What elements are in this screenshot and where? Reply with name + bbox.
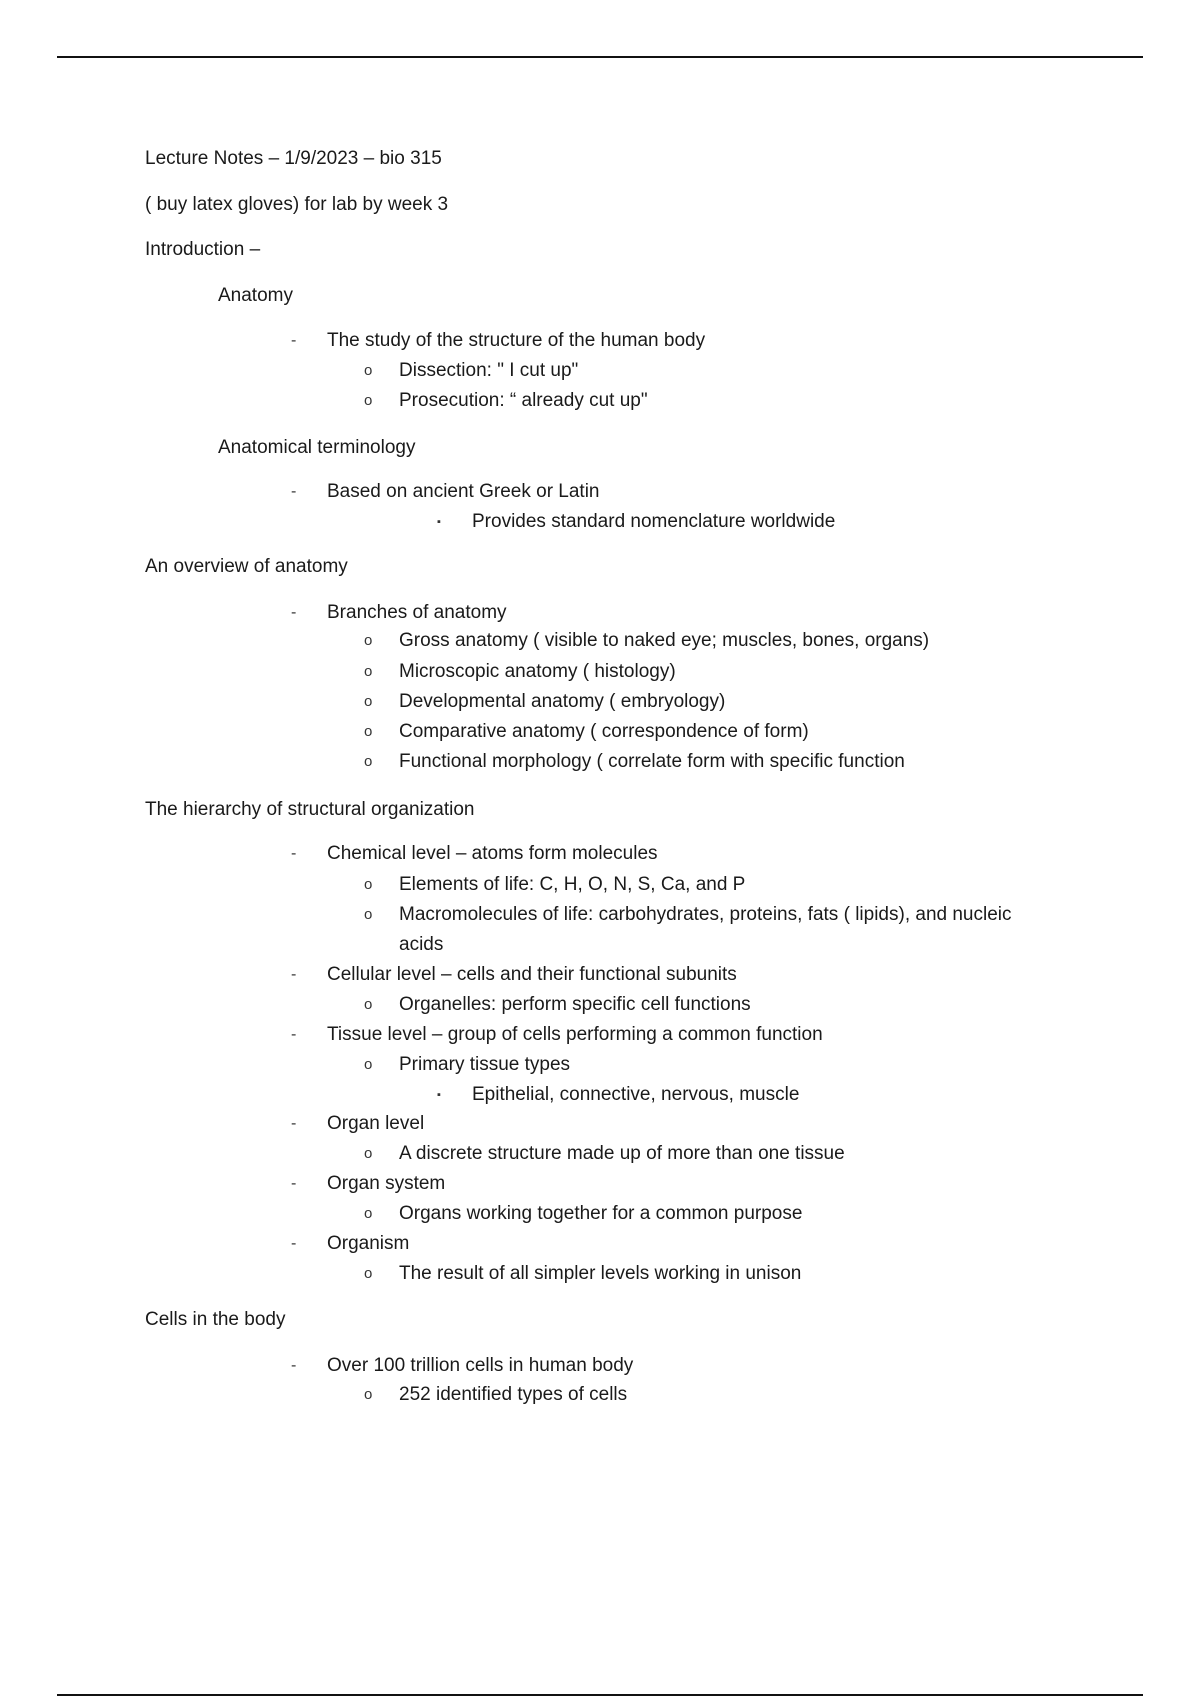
tissue-types-list: Epithelial, connective, nervous, muscle [472, 1084, 800, 1105]
circle-bullet: o [364, 1145, 373, 1162]
terminology-subheading: Anatomical terminology [218, 437, 416, 458]
prosecution-item: Prosecution: “ already cut up" [399, 390, 648, 411]
square-bullet: ▪ [437, 516, 441, 528]
dash-bullet: - [291, 966, 297, 983]
lecture-title-line: Lecture Notes – 1/9/2023 – bio 315 [145, 148, 442, 169]
dash-bullet: - [291, 483, 297, 500]
circle-bullet: o [364, 693, 373, 710]
circle-bullet: o [364, 906, 373, 923]
circle-bullet: o [364, 362, 373, 379]
circle-bullet: o [364, 1386, 373, 1403]
terminology-nomenclature: Provides standard nomenclature worldwide [472, 511, 836, 532]
dash-bullet: - [291, 1175, 297, 1192]
circle-bullet: o [364, 996, 373, 1013]
overview-heading: An overview of anatomy [145, 556, 348, 577]
reminder-line: ( buy latex gloves) for lab by week 3 [145, 194, 449, 215]
dash-bullet: - [291, 332, 297, 349]
organism-level: Organism [327, 1233, 410, 1254]
circle-bullet: o [364, 1056, 373, 1073]
introduction-heading: Introduction – [145, 239, 261, 260]
branch-list-item: Functional morphology ( correlate form with specific function [399, 751, 905, 772]
circle-bullet: o [364, 723, 373, 740]
organelles-item: Organelles: perform specific cell functions [399, 994, 751, 1015]
dash-bullet: - [291, 604, 297, 621]
dissection-item: Dissection: " I cut up" [399, 360, 579, 381]
circle-bullet: o [364, 1265, 373, 1282]
branch-list-item: Comparative anatomy ( correspondence of form) [399, 721, 809, 742]
branch-list-item: Developmental anatomy ( embryology) [399, 691, 726, 712]
terminology-origin: Based on ancient Greek or Latin [327, 481, 600, 502]
circle-bullet: o [364, 632, 373, 649]
circle-bullet: o [364, 1205, 373, 1222]
circle-bullet: o [364, 392, 373, 409]
cell-types: 252 identified types of cells [399, 1384, 628, 1405]
anatomy-definition: The study of the structure of the human body [327, 330, 706, 351]
footer-rule [57, 1694, 1143, 1696]
dash-bullet: - [291, 1026, 297, 1043]
organ-system: Organ system [327, 1173, 446, 1194]
circle-bullet: o [364, 876, 373, 893]
circle-bullet: o [364, 663, 373, 680]
elements-of-life: Elements of life: C, H, O, N, S, Ca, and P [399, 874, 746, 895]
macromolecules-line2: acids [399, 934, 444, 955]
chemical-level: Chemical level – atoms form molecules [327, 843, 658, 864]
dash-bullet: - [291, 1115, 297, 1132]
cellular-level: Cellular level – cells and their functional subunits [327, 964, 737, 985]
macromolecules-line1: Macromolecules of life: carbohydrates, proteins, fats ( lipids), and nucleic [399, 904, 1012, 925]
hierarchy-heading: The hierarchy of structural organization [145, 799, 475, 820]
square-bullet: ▪ [437, 1089, 441, 1101]
organ-system-description: Organs working together for a common purpose [399, 1203, 803, 1224]
branch-list-item: Gross anatomy ( visible to naked eye; muscles, bones, organs) [399, 630, 930, 651]
dash-bullet: - [291, 1357, 297, 1374]
organ-level: Organ level [327, 1113, 425, 1134]
organism-description: The result of all simpler levels working in unison [399, 1263, 802, 1284]
primary-tissue-types: Primary tissue types [399, 1054, 571, 1075]
anatomy-subheading: Anatomy [218, 285, 293, 306]
branch-list-item: Microscopic anatomy ( histology) [399, 661, 676, 682]
cell-count: Over 100 trillion cells in human body [327, 1355, 634, 1376]
tissue-level: Tissue level – group of cells performing a common function [327, 1024, 823, 1045]
dash-bullet: - [291, 845, 297, 862]
circle-bullet: o [364, 753, 373, 770]
organ-description: A discrete structure made up of more than one tissue [399, 1143, 845, 1164]
dash-bullet: - [291, 1235, 297, 1252]
branches-item: Branches of anatomy [327, 602, 507, 623]
cells-heading: Cells in the body [145, 1309, 286, 1330]
